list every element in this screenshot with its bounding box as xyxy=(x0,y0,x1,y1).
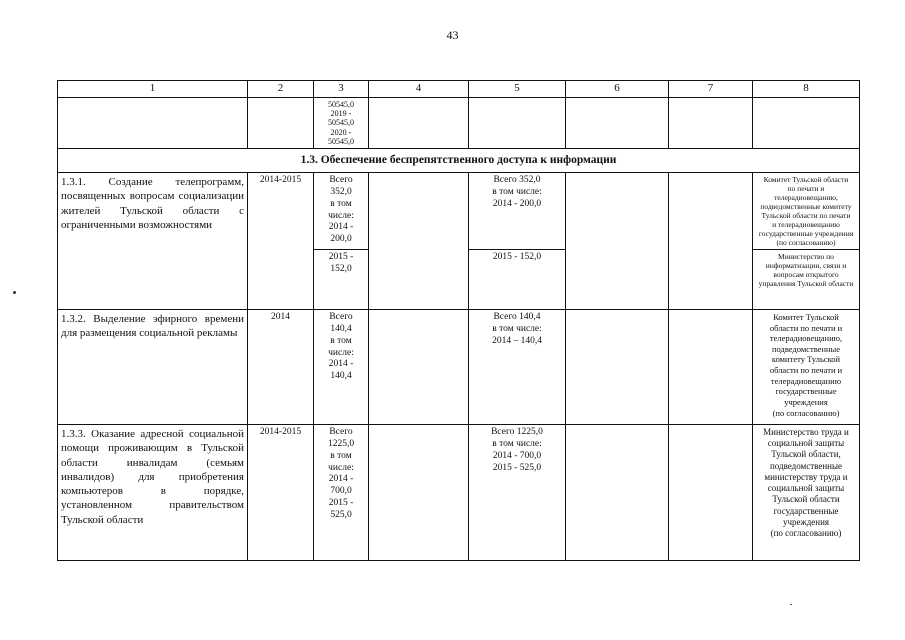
executor-cell: Министерство труда и социальной защиты Тульской области, подведомственные министерству труда и социальной защиты Тульской области государственные учреждения (по согласованию) xyxy=(753,424,860,560)
funding-cell: Всего 140,4 в том числе: 2014 - 140,4 xyxy=(314,309,369,424)
table-row xyxy=(58,172,860,249)
years-cell: 2014-2015 xyxy=(248,172,314,309)
header-cell: 4 xyxy=(369,81,469,98)
funding-cell: 2015 - 152,0 xyxy=(314,249,369,309)
table-row xyxy=(58,309,860,424)
program-table xyxy=(57,80,860,561)
budget-cell: Всего 140,4 в том числе: 2014 – 140,4 xyxy=(469,309,566,424)
page-number: 43 xyxy=(446,28,459,42)
header-cell: 1 xyxy=(58,81,248,98)
table-row xyxy=(58,424,860,560)
header-cell: 7 xyxy=(669,81,753,98)
budget-cell: Всего 1225,0 в том числе: 2014 - 700,0 2015 - 525,0 xyxy=(469,424,566,560)
executor-cell: Комитет Тульской области по печати и телерадиовещанию, подведомственные комитету Тульской области по печати и телерадиовещанию государственные учреждения (по согласованию) xyxy=(753,172,860,249)
header-cell: 6 xyxy=(566,81,669,98)
section-title: 1.3. Обеспечение беспрепятственного доступа к информации xyxy=(58,148,860,172)
measure-name: 1.3.2. Выделение эфирного времени для размещения социальной рекламы xyxy=(58,309,248,424)
years-cell: 2014 xyxy=(248,309,314,424)
header-cell: 8 xyxy=(753,81,860,98)
carry-over-row xyxy=(58,98,860,149)
executor-cell: Министерство по информатизации, связи и вопросам открытого управления Тульской области xyxy=(753,249,860,309)
section-row xyxy=(58,148,860,172)
executor-cell: Комитет Тульской области по печати и телерадиовещанию, подведомственные комитету Тульской области по печати и телерадиовещанию государственные учреждения (по согласованию) xyxy=(753,309,860,424)
header-row xyxy=(58,81,860,98)
measure-name: 1.3.1. Создание телепрограмм, посвященных вопросам социализации жителей Тульской области с ограниченными возможностями xyxy=(58,172,248,309)
years-cell: 2014-2015 xyxy=(248,424,314,560)
measure-name: 1.3.3. Оказание адресной социальной помощи проживающим в Тульской области инвалидам (семьям инвалидов) для приобретения компьютеров в порядке, установленном правительством Тульской области xyxy=(58,424,248,560)
funding-cell: 50545,0 2019 - 50545,0 2020 - 50545,0 xyxy=(314,98,369,149)
header-cell: 2 xyxy=(248,81,314,98)
header-cell: 3 xyxy=(314,81,369,98)
header-cell: 5 xyxy=(469,81,566,98)
budget-cell: Всего 352,0 в том числе: 2014 - 200,0 xyxy=(469,172,566,249)
funding-cell: Всего 1225,0 в том числе: 2014 - 700,0 2015 - 525,0 xyxy=(314,424,369,560)
scan-speck xyxy=(790,604,792,605)
budget-cell: 2015 - 152,0 xyxy=(469,249,566,309)
scan-speck xyxy=(13,291,16,294)
funding-cell: Всего 352,0 в том числе: 2014 - 200,0 xyxy=(314,172,369,249)
